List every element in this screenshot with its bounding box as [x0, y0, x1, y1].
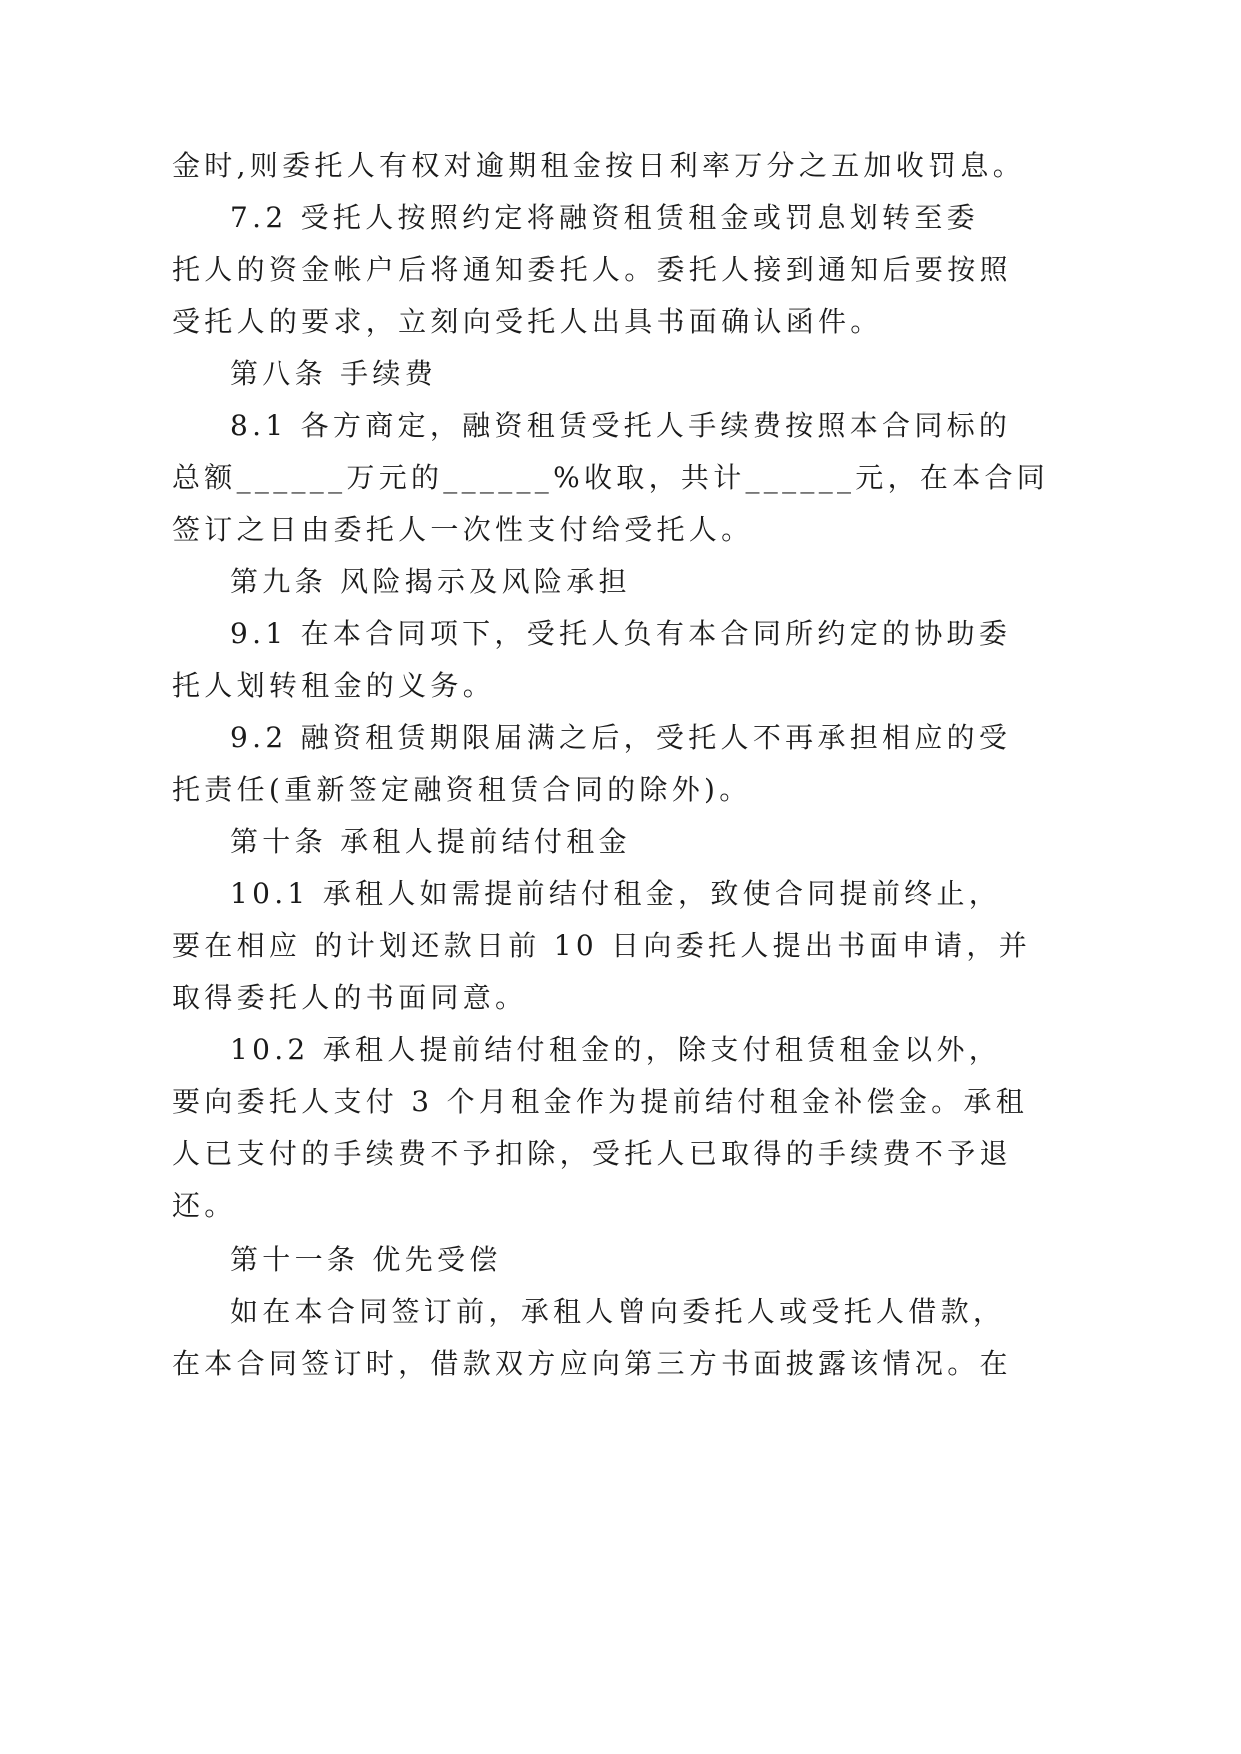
text-line: 受托人的要求，立刻向受托人出具书面确认函件。 [172, 305, 883, 338]
paragraph-start-line: 如在本合同签订前，承租人曾向委托人或受托人借款， [230, 1295, 1006, 1328]
article-9-heading: 第九条 风险揭示及风险承担 [230, 565, 631, 598]
text-line: 人已支付的手续费不予扣除，受托人已取得的手续费不予退 [172, 1137, 1012, 1170]
clause-9-2-line: 9.2 融资租赁期限届满之后，受托人不再承担相应的受 [230, 721, 1012, 754]
clause-10-1-line: 10.1 承租人如需提前结付租金，致使合同提前终止， [230, 877, 1002, 910]
text-line: 托人划转租金的义务。 [172, 669, 496, 702]
text-line: 取得委托人的书面同意。 [172, 981, 528, 1014]
text-line: 还。 [172, 1189, 237, 1222]
text-line: 要向委托人支付 3 个月租金作为提前结付租金补偿金。承租 [172, 1085, 1029, 1118]
text-line: 在本合同签订时，借款双方应向第三方书面披露该情况。在 [172, 1347, 1012, 1380]
clause-10-2-line: 10.2 承租人提前结付租金的，除支付租赁租金以外， [230, 1033, 1002, 1066]
text-line: 要在相应 的计划还款日前 10 日向委托人提出书面申请，并 [172, 929, 1032, 962]
article-11-heading: 第十一条 优先受偿 [230, 1243, 502, 1276]
text-line: 托责任(重新签定融资租赁合同的除外)。 [172, 773, 752, 806]
clause-8-1-line: 8.1 各方商定，融资租赁受托人手续费按照本合同标的 [230, 409, 1012, 442]
text-line: 总额______万元的______%收取，共计______元，在本合同 [172, 461, 1050, 494]
clause-7-2-line: 7.2 受托人按照约定将融资租赁租金或罚息划转至委 [230, 201, 979, 234]
text-line: 托人的资金帐户后将通知委托人。委托人接到通知后要按照 [172, 253, 1012, 286]
article-8-heading: 第八条 手续费 [230, 357, 438, 390]
text-line: 金时,则委托人有权对逾期租金按日利率万分之五加收罚息。 [172, 149, 1026, 182]
clause-9-1-line: 9.1 在本合同项下，受托人负有本合同所约定的协助委 [230, 617, 1012, 650]
text-line: 签订之日由委托人一次性支付给受托人。 [172, 513, 754, 546]
article-10-heading: 第十条 承租人提前结付租金 [230, 825, 631, 858]
